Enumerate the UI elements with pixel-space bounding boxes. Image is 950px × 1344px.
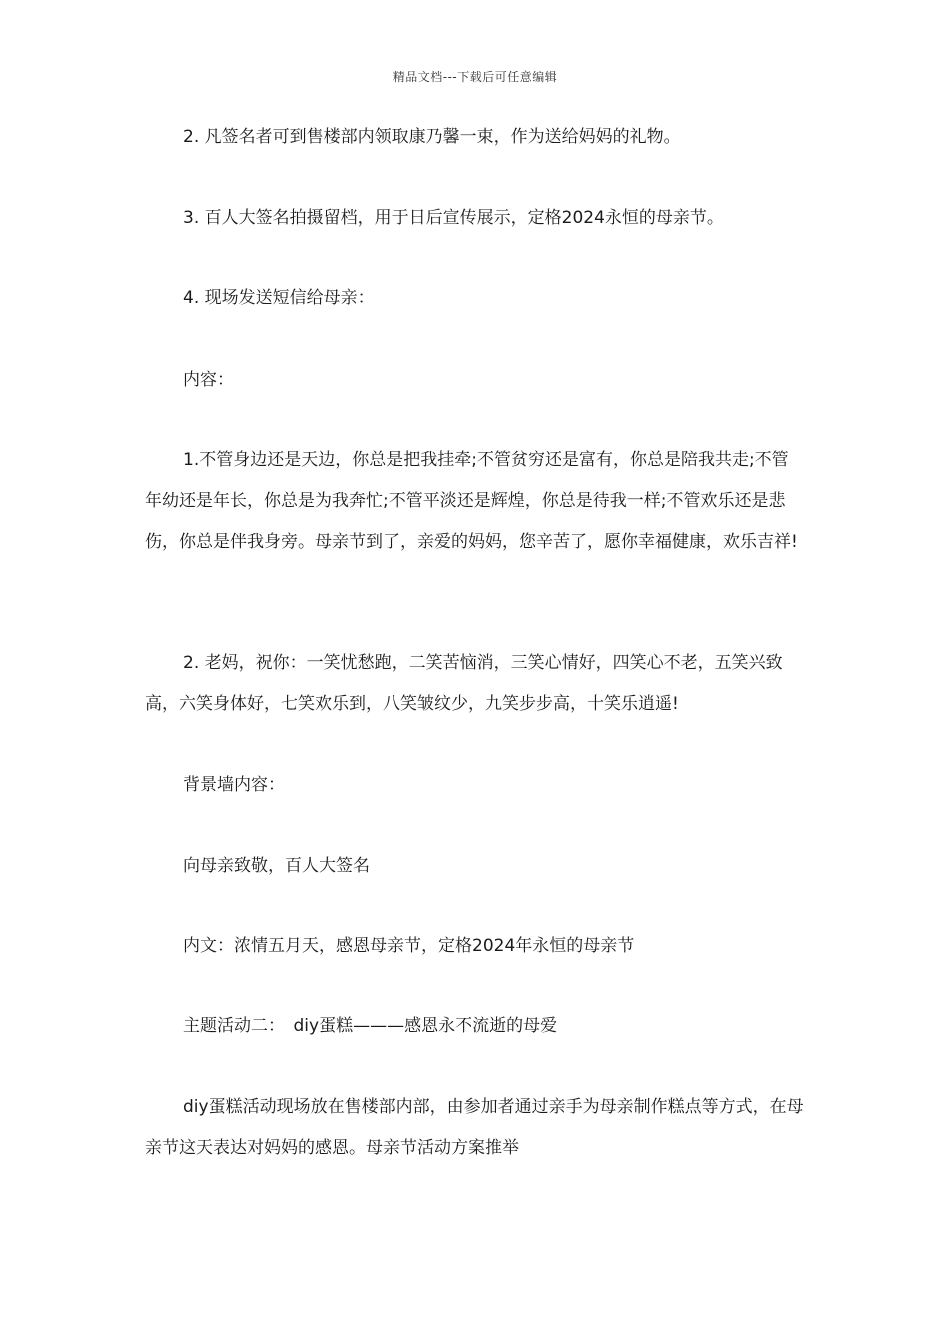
- paragraph-photo-archive: 3. 百人大签名拍摄留档，用于日后宣传展示，定格2024永恒的母亲节。: [183, 208, 724, 228]
- paragraph-content-label: 内容：: [183, 370, 234, 390]
- paragraph-gift: 2. 凡签名者可到售楼部内领取康乃馨一束，作为送给妈妈的礼物。: [183, 127, 681, 147]
- page-header: 精品文档---下载后可任意编辑: [392, 70, 558, 84]
- paragraph-message-2: 2. 老妈，祝你：一笑忧愁跑，二笑苦恼消，三笑心情好，四笑心不老，五笑兴致高，六笑身体好，七笑欢乐到，八笑皱纹少，九笑步步高，十笑乐逍遥!: [145, 653, 783, 714]
- paragraph-diy-cake: diy蛋糕活动现场放在售楼部内部，由参加者通过亲手为母亲制作糕点等方式，在母亲节这天表达对妈妈的感恩。母亲节活动方案推举: [145, 1097, 804, 1158]
- paragraph-backdrop-body: 内文：浓情五月天，感恩母亲节，定格2024年永恒的母亲节: [183, 936, 635, 956]
- paragraph-message-1: 1.不管身边还是天边，你总是把我挂牵;不管贫穷还是富有，你总是陪我共走;不管年幼还是年长，你总是为我奔忙;不管平淡还是辉煌，你总是待我一样;不管欢乐还是悲伤，你总是伴我身旁。母亲节到了，亲爱的妈妈，您辛苦了，愿你幸福健康，欢乐吉祥!: [145, 450, 798, 552]
- paragraph-backdrop-label: 背景墙内容：: [183, 775, 285, 795]
- paragraph-sms: 4. 现场发送短信给母亲：: [183, 288, 375, 308]
- paragraph-activity-two: 主题活动二： diy蛋糕———感恩永不流逝的母爱: [183, 1016, 558, 1036]
- paragraph-backdrop-title: 向母亲致敬，百人大签名: [183, 856, 370, 876]
